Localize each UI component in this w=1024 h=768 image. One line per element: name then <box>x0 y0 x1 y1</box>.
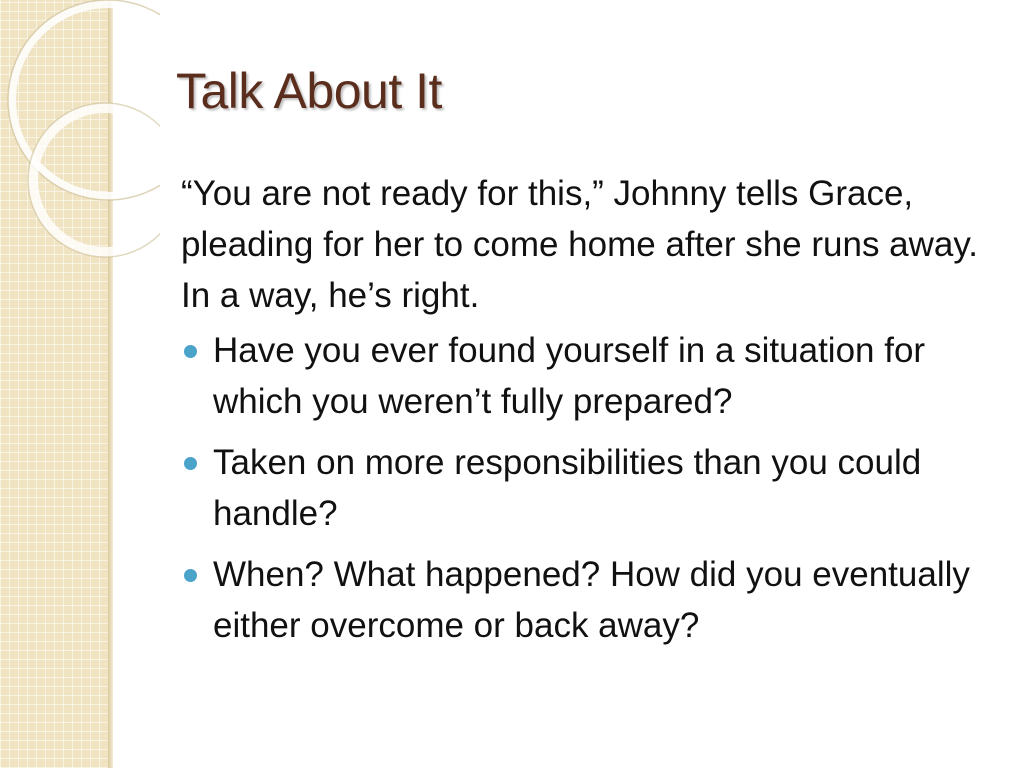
decorative-rings <box>0 0 160 260</box>
bullet-text: When? What happened? How did you eventually either overcome or back away? <box>213 555 970 645</box>
slide-body <box>181 168 1001 661</box>
bullet-item <box>181 437 1001 539</box>
slide-title: Talk About It <box>176 63 442 119</box>
bullet-dot-icon <box>184 569 197 582</box>
bullet-dot-icon <box>184 345 197 358</box>
bullet-text: Taken on more responsibilities than you could handle? <box>213 443 922 533</box>
bullet-list <box>181 325 1001 651</box>
bullet-item <box>181 325 1001 427</box>
bullet-item <box>181 549 1001 651</box>
intro-paragraph: “You are not ready for this,” Johnny tells Grace, pleading for her to come home after she runs away. In a way, he’s right. <box>181 174 979 315</box>
bullet-dot-icon <box>184 457 197 470</box>
bullet-text: Have you ever found yourself in a situation for which you weren’t fully prepared? <box>213 331 926 421</box>
